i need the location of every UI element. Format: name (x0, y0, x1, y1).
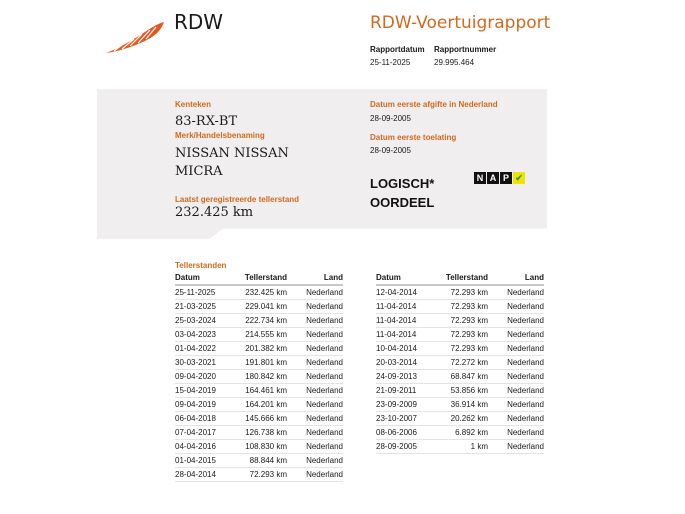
table-row (376, 412, 544, 426)
row-datum: 12-04-2014 (376, 285, 444, 300)
row-tellerstand: 164.201 km (243, 398, 287, 412)
tellerstanden-label: Tellerstanden (175, 261, 227, 270)
row-land: Nederland (488, 440, 544, 454)
row-datum: 09-04-2019 (175, 398, 243, 412)
table-row (175, 314, 343, 328)
table-row (376, 356, 544, 370)
row-land: Nederland (488, 384, 544, 398)
row-datum: 28-09-2005 (376, 440, 444, 454)
table-row (376, 370, 544, 384)
row-tellerstand: 36.914 km (444, 398, 488, 412)
row-datum: 25-03-2024 (175, 314, 243, 328)
row-datum: 28-04-2014 (175, 468, 243, 482)
kenteken-value: 83-RX-BT (175, 114, 238, 129)
table-row (175, 412, 343, 426)
toelating-label: Datum eerste toelating (370, 133, 457, 142)
row-datum: 30-03-2021 (175, 356, 243, 370)
table-row (376, 398, 544, 412)
odometer-table-left (175, 271, 343, 482)
column-header-tellerstand: Tellerstand (444, 271, 488, 285)
row-land: Nederland (287, 370, 343, 384)
table-row (376, 426, 544, 440)
row-datum: 24-09-2013 (376, 370, 444, 384)
row-land: Nederland (488, 412, 544, 426)
row-land: Nederland (488, 328, 544, 342)
toelating-value: 28-09-2005 (370, 146, 411, 155)
row-land: Nederland (488, 342, 544, 356)
row-land: Nederland (488, 314, 544, 328)
row-datum: 20-03-2014 (376, 356, 444, 370)
table-row (376, 384, 544, 398)
table-row (175, 426, 343, 440)
row-land: Nederland (287, 398, 343, 412)
row-tellerstand: 72.293 km (243, 468, 287, 482)
row-tellerstand: 222.734 km (243, 314, 287, 328)
tellerstand-value: 232.425 km (175, 205, 254, 220)
table-row (175, 285, 343, 300)
table-row (175, 468, 343, 482)
row-tellerstand: 72.272 km (444, 356, 488, 370)
row-tellerstand: 88.844 km (243, 454, 287, 468)
row-land: Nederland (287, 426, 343, 440)
row-land: Nederland (488, 285, 544, 300)
odometer-right-body (376, 285, 544, 454)
row-land: Nederland (287, 356, 343, 370)
kenteken-label: Kenteken (175, 100, 212, 109)
row-tellerstand: 68.847 km (444, 370, 488, 384)
odometer-table-right (376, 271, 544, 454)
table-row (175, 328, 343, 342)
row-datum: 04-04-2016 (175, 440, 243, 454)
row-land: Nederland (287, 384, 343, 398)
row-tellerstand: 72.293 km (444, 328, 488, 342)
row-land: Nederland (488, 426, 544, 440)
row-tellerstand: 232.425 km (243, 285, 287, 300)
row-tellerstand: 72.293 km (444, 342, 488, 356)
row-land: Nederland (287, 285, 343, 300)
rapportnummer-value: 29.995.464 (434, 58, 475, 67)
row-tellerstand: 72.293 km (444, 314, 488, 328)
vehicle-panel (97, 89, 547, 239)
table-header-row (376, 271, 544, 285)
table-row (376, 342, 544, 356)
row-land: Nederland (287, 314, 343, 328)
row-datum: 03-04-2023 (175, 328, 243, 342)
row-datum: 23-10-2007 (376, 412, 444, 426)
row-datum: 07-04-2017 (175, 426, 243, 440)
oordeel-line1: LOGISCH* (370, 176, 435, 191)
table-row (175, 454, 343, 468)
feather-logo-icon (104, 20, 166, 56)
table-row (376, 440, 544, 454)
table-row (175, 300, 343, 314)
row-land: Nederland (287, 300, 343, 314)
afgifte-label: Datum eerste afgifte in Nederland (370, 100, 498, 109)
table-row (376, 314, 544, 328)
row-land: Nederland (488, 356, 544, 370)
table-row (175, 370, 343, 384)
row-land: Nederland (488, 398, 544, 412)
row-land: Nederland (488, 370, 544, 384)
table-row (175, 356, 343, 370)
row-datum: 08-06-2006 (376, 426, 444, 440)
nap-letter-n: N (474, 172, 486, 184)
nap-letter-a: A (487, 172, 499, 184)
column-header-tellerstand: Tellerstand (243, 271, 287, 285)
table-header-row (175, 271, 343, 285)
merk-line2: MICRA (175, 164, 223, 179)
odometer-left-body (175, 285, 343, 482)
row-tellerstand: 20.262 km (444, 412, 488, 426)
row-tellerstand: 191.801 km (243, 356, 287, 370)
table-row (376, 328, 544, 342)
row-tellerstand: 72.293 km (444, 285, 488, 300)
row-datum: 21-03-2025 (175, 300, 243, 314)
row-land: Nederland (287, 412, 343, 426)
row-land: Nederland (287, 454, 343, 468)
row-datum: 10-04-2014 (376, 342, 444, 356)
row-land: Nederland (287, 440, 343, 454)
report-title: RDW-Voertuigrapport (370, 13, 551, 33)
table-row (175, 440, 343, 454)
row-tellerstand: 145.666 km (243, 412, 287, 426)
row-tellerstand: 72.293 km (444, 300, 488, 314)
row-datum: 09-04-2020 (175, 370, 243, 384)
afgifte-value: 28-09-2005 (370, 114, 411, 123)
nap-logo (474, 172, 526, 186)
row-tellerstand: 108.830 km (243, 440, 287, 454)
row-datum: 11-04-2014 (376, 328, 444, 342)
row-land: Nederland (287, 342, 343, 356)
table-row (175, 384, 343, 398)
row-datum: 25-11-2025 (175, 285, 243, 300)
merk-label: Merk/Handelsbenaming (175, 131, 265, 140)
oordeel-line2: OORDEEL (370, 195, 435, 210)
column-header-land: Land (488, 271, 544, 285)
table-row (175, 342, 343, 356)
tellerstand-label: Laatst geregistreerde tellerstand (175, 195, 300, 204)
merk-line1: NISSAN NISSAN (175, 146, 289, 161)
row-datum: 06-04-2018 (175, 412, 243, 426)
row-datum: 01-04-2022 (175, 342, 243, 356)
row-tellerstand: 229.041 km (243, 300, 287, 314)
column-header-datum: Datum (376, 271, 444, 285)
oordeel-text (370, 174, 434, 212)
row-tellerstand: 180.842 km (243, 370, 287, 384)
column-header-land: Land (287, 271, 343, 285)
row-tellerstand: 53.856 km (444, 384, 488, 398)
row-datum: 11-04-2014 (376, 300, 444, 314)
row-datum: 15-04-2019 (175, 384, 243, 398)
rapportnummer-label: Rapportnummer (434, 45, 497, 54)
row-tellerstand: 214.555 km (243, 328, 287, 342)
rapportdatum-value: 25-11-2025 (370, 58, 411, 67)
column-header-datum: Datum (175, 271, 243, 285)
row-land: Nederland (287, 328, 343, 342)
row-datum: 11-04-2014 (376, 314, 444, 328)
table-row (376, 285, 544, 300)
check-icon: ✔ (513, 172, 525, 184)
table-row (175, 398, 343, 412)
table-row (376, 300, 544, 314)
row-tellerstand: 1 km (444, 440, 488, 454)
row-datum: 21-09-2011 (376, 384, 444, 398)
rapportdatum-label: Rapportdatum (370, 45, 425, 54)
row-tellerstand: 126.738 km (243, 426, 287, 440)
row-land: Nederland (287, 468, 343, 482)
row-tellerstand: 6.892 km (444, 426, 488, 440)
row-datum: 23-09-2009 (376, 398, 444, 412)
row-datum: 01-04-2015 (175, 454, 243, 468)
row-land: Nederland (488, 300, 544, 314)
row-tellerstand: 164.461 km (243, 384, 287, 398)
logo-text: RDW (174, 10, 224, 34)
nap-letter-p: P (500, 172, 512, 184)
row-tellerstand: 201.382 km (243, 342, 287, 356)
